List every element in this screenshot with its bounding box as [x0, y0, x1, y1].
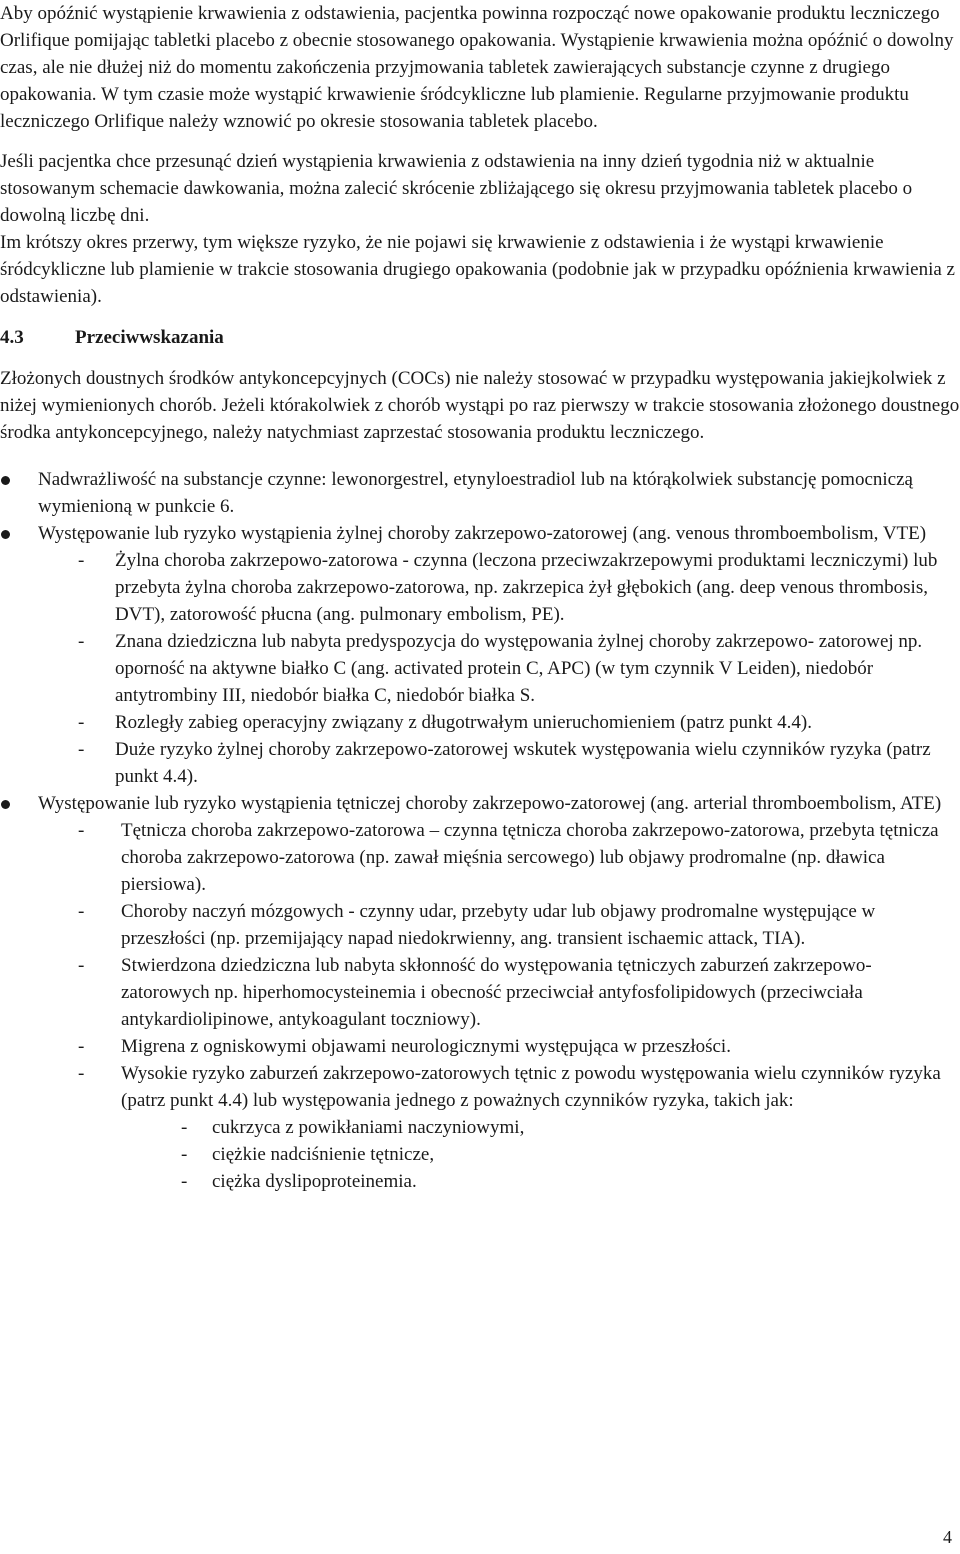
dash-marker: - [78, 631, 85, 652]
sublist-item-text: Duże ryzyko żylnej choroby zakrzepowo-zatorowej wskutek występowania wielu czynników ryzyka (patrz punkt 4.4). [115, 739, 931, 787]
sublist-item [78, 709, 960, 736]
list-item-text: Występowanie lub ryzyko wystąpienia żylnej choroby zakrzepowo-zatorowej (ang. venous thromboembolism, VTE) [38, 523, 927, 544]
sublist-item-text: Znana dziedziczna lub nabyta predyspozycja do występowania żylnej choroby zakrzepowo- zatorowej np. oporność na aktywne białko C (ang. activated protein C, APC) (w tym czynnik V Leiden), niedobór antytrombiny III, niedobór białka C, niedobór białka S. [115, 631, 923, 706]
sublist-item [78, 628, 960, 709]
contraindications-list [0, 466, 960, 1195]
paragraph-delay-bleeding: Aby opóźnić wystąpienie krwawienia z odstawienia, pacjentka powinna rozpocząć nowe opakowanie produktu leczniczego Orlifique pomijając tabletki placebo z obecnie stosowanego opakowania. Wystąpienie krwawienia można opóźnić o dowolny czas, ale nie dłużej niż do momentu zakończenia przyjmowania tabletek zawierających substancje czynne z drugiego opakowania. W tym czasie może wystąpić krwawienie śródcykliczne lub plamienie. Regularne przyjmowanie produktu leczniczego Orlifique należy wznowić po okresie stosowania tabletek placebo. [0, 3, 954, 132]
dash-marker: - [78, 955, 85, 976]
sublist-item [78, 736, 960, 790]
paragraph-shift-bleeding-day: Jeśli pacjentka chce przesunąć dzień wystąpienia krwawienia z odstawienia na inny dzień tygodnia niż w aktualnie stosowanym schemacie dawkowania, można zalecić skrócenie zbliżającego się okresu przyjmowania tabletek placebo o dowolną liczbę dni. [0, 151, 913, 226]
dash-marker: - [181, 1171, 188, 1192]
risk-factor-text: ciężka dyslipoproteinemia. [212, 1171, 417, 1192]
sublist-item-text: Żylna choroba zakrzepowo-zatorowa - czynna (leczona przeciwzakrzepowymi produktami leczniczymi) lub przebyta żylna choroba zakrzepowo-zatorowa, np. zakrzepica żył głębokich (ang. deep venous thrombosis, DVT), zatorowość płucna (ang. pulmonary embolism, PE). [115, 550, 938, 625]
risk-factor-item [181, 1168, 960, 1195]
sublist-item-text: Wysokie ryzyko zaburzeń zakrzepowo-zatorowych tętnic z powodu występowania wielu czynników ryzyka (patrz punkt 4.4) lub występowania jednego z poważnych czynników ryzyka, takich jak: [121, 1063, 941, 1111]
risk-factor-item [181, 1141, 960, 1168]
list-item-text: Występowanie lub ryzyko wystąpienia tętniczej choroby zakrzepowo-zatorowej (ang. arterial thromboembolism, ATE) [38, 793, 942, 814]
bullet-icon [1, 530, 10, 539]
vte-sublist [78, 547, 960, 790]
dash-marker: - [78, 820, 85, 841]
bullet-icon [1, 800, 10, 809]
paragraph-shorter-break: Im krótszy okres przerwy, tym większe ryzyko, że nie pojawi się krwawienie z odstawienia i że wystąpi krwawienie śródcykliczne lub plamienie w trakcie stosowania drugiego opakowania (podobnie jak w przypadku opóźnienia krwawienia z odstawienia). [0, 232, 955, 307]
list-item [0, 790, 960, 1195]
dash-marker: - [78, 1036, 85, 1057]
section-intro: Złożonych doustnych środków antykoncepcyjnych (COCs) nie należy stosować w przypadku występowania jakiejkolwiek z niżej wymienionych chorób. Jeżeli którakolwiek z chorób wystąpi po raz pierwszy w trakcie stosowania złożonego doustnego środka antykoncepcyjnego, należy natychmiast zaprzestać stosowania produktu leczniczego. [0, 368, 960, 443]
list-item [0, 466, 960, 520]
page-number: 4 [943, 1527, 952, 1547]
risk-factor-item [181, 1114, 960, 1141]
risk-factor-text: cukrzyca z powikłaniami naczyniowymi, [212, 1117, 525, 1138]
sublist-item-text: Choroby naczyń mózgowych - czynny udar, przebyty udar lub objawy prodromalne występujące w przeszłości (np. przemijający napad niedokrwienny, ang. transient ischaemic attack, TIA). [121, 901, 876, 949]
sublist-item-text: Rozległy zabieg operacyjny związany z długotrwałym unieruchomieniem (patrz punkt 4.4). [115, 712, 812, 733]
dash-marker: - [78, 550, 85, 571]
sublist-item-text: Tętnicza choroba zakrzepowo-zatorowa – czynna tętnicza choroba zakrzepowo-zatorowa, przebyta tętnicza choroba zakrzepowo-zatorowa (np. zawał mięśnia sercowego) lub objawy prodromalne (np. dławica piersiowa). [121, 820, 939, 895]
sublist-item [78, 898, 960, 952]
list-item-text: Nadwrażliwość na substancje czynne: lewonorgestrel, etynyloestradiol lub na którąkolwiek substancję pomocniczą wymienioną w punkcie 6. [38, 469, 913, 517]
section-title: Przeciwwskazania [75, 327, 224, 348]
dash-marker: - [181, 1144, 188, 1165]
dash-marker: - [78, 1063, 85, 1084]
sublist-item-text: Migrena z ogniskowymi objawami neurologicznymi występująca w przeszłości. [121, 1036, 731, 1057]
risk-factor-text: ciężkie nadciśnienie tętnicze, [212, 1144, 435, 1165]
dash-marker: - [181, 1117, 188, 1138]
risk-factors-sublist [181, 1114, 960, 1195]
section-number: 4.3 [0, 327, 24, 348]
sublist-item [78, 547, 960, 628]
sublist-item [78, 817, 960, 898]
ate-sublist [78, 817, 960, 1195]
sublist-item [78, 1060, 960, 1195]
bullet-icon [1, 476, 10, 485]
sublist-item-text: Stwierdzona dziedziczna lub nabyta skłonność do występowania tętniczych zaburzeń zakrzepowo-zatorowych np. hiperhomocysteinemia i obecność przeciwciał antyfosfolipidowych (przeciwciała antykardiolipinowe, antykoagulant toczniowy). [121, 955, 872, 1030]
dash-marker: - [78, 739, 85, 760]
list-item [0, 520, 960, 790]
section-heading [0, 324, 960, 351]
dash-marker: - [78, 901, 85, 922]
dash-marker: - [78, 712, 85, 733]
sublist-item [78, 952, 960, 1033]
sublist-item [78, 1033, 960, 1060]
